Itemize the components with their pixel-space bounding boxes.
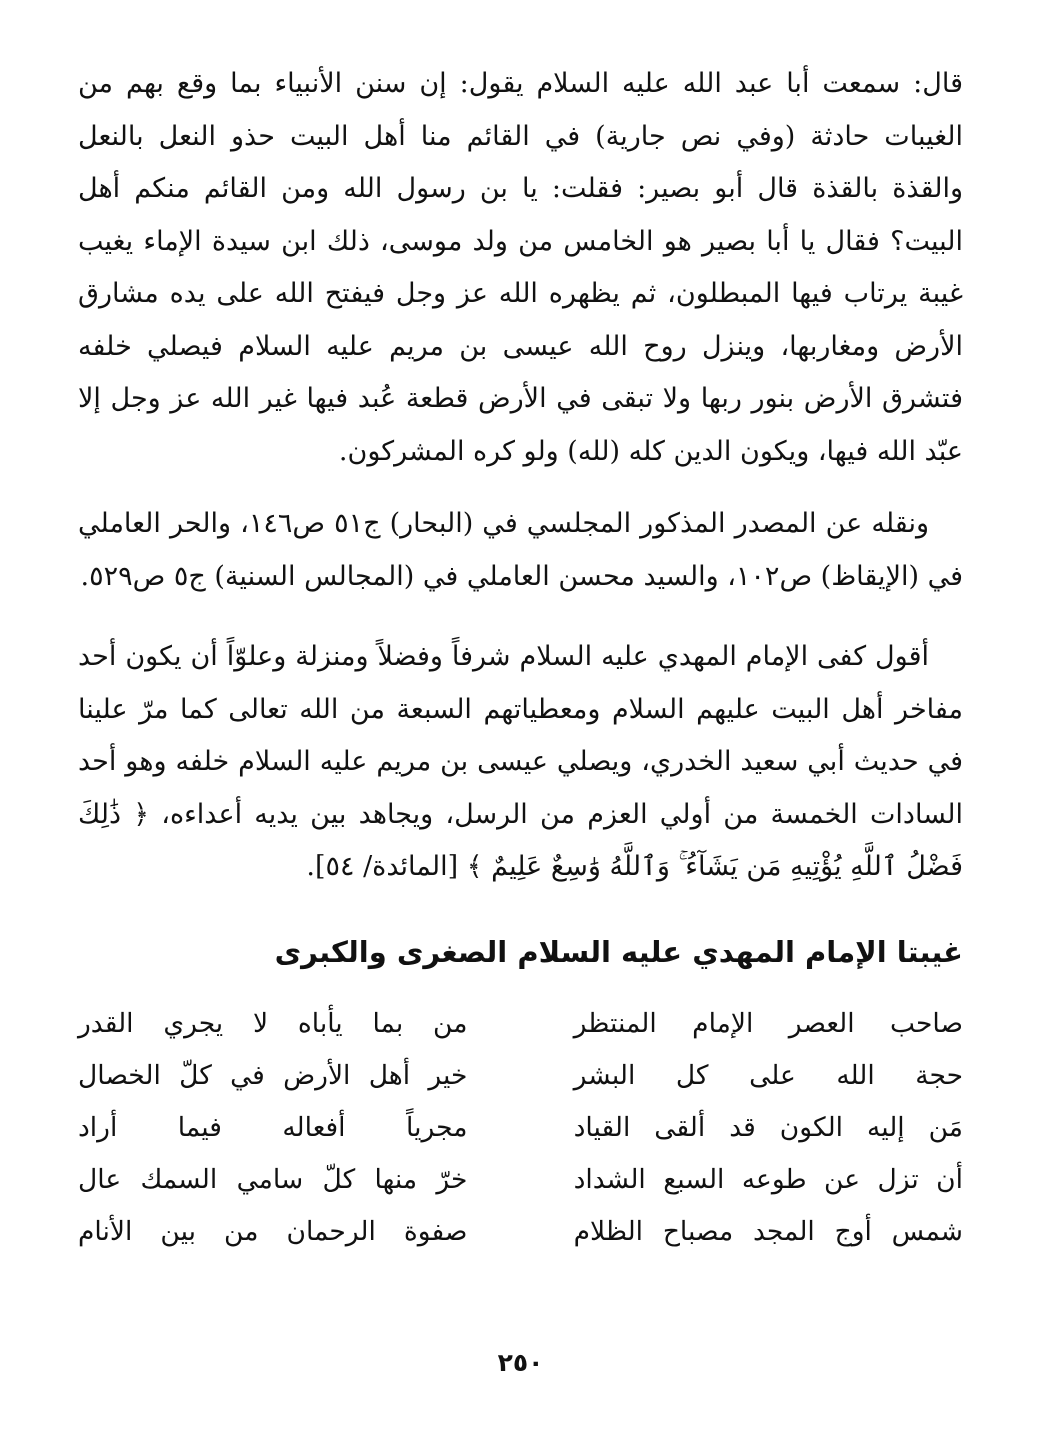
poem-first-hemistich: حجة الله على كل البشر	[573, 1060, 963, 1091]
poem-second-hemistich: مجرياً أفعاله فيما أراد	[78, 1112, 468, 1143]
poem-second-hemistich: خير أهل الأرض في كلّ الخصال	[78, 1060, 468, 1091]
poem-first-hemistich: شمس أوج المجد مصباح الظلام	[573, 1216, 963, 1247]
poem-first-hemistich: مَن إليه الكون قد ألقى القياد	[573, 1112, 963, 1143]
poem-verse	[78, 1102, 963, 1154]
poem-verse	[78, 1050, 963, 1102]
poem-first-hemistich: صاحب العصر الإمام المنتظر	[573, 1008, 963, 1039]
page-number: ٢٥٠	[497, 1348, 544, 1377]
poem-verse	[78, 1154, 963, 1206]
paragraph-commentary: أقول كفى الإمام المهدي عليه السلام شرفاً وفضلاً ومنزلة وعلوّاً أن يكون أحد مفاخر أهل البيت عليهم السلام ومعطياتهم السبعة من الله تعالى كما مرّ علينا في حديث أبي سعيد الخدري، ويصلي عيسى بن مريم عليه السلام خلفه وهو أحد السادات الخمسة من أولي العزم من الرسل، ويجاهد بين يديه أعداءه، ﴿ ذَٰلِكَ فَضْلُ ٱللَّهِ يُؤْتِيهِ مَن يَشَآءُ ۚ وَٱللَّهُ وَٰسِعٌ عَلِيمٌ ﴾ [المائدة/ ٥٤].	[78, 641, 963, 882]
poem	[78, 998, 963, 1258]
paragraph-hadith: قال: سمعت أبا عبد الله عليه السلام يقول: إن سنن الأنبياء بما وقع بهم من الغيبات حادثة (وفي نص جارية) في القائم منا أهل البيت حذو النعل بالنعل والقذة بالقذة قال أبو بصير: فقلت: يا بن رسول الله ومن القائم منكم أهل البيت؟ فقال يا أبا بصير هو الخامس من ولد موسى، ذلك ابن سيدة الإماء يغيب غيبة يرتاب فيها المبطلون، ثم يظهره الله عز وجل فيفتح الله على يده مشارق الأرض ومغاربها، وينزل روح الله عيسى بن مريم عليه السلام فيصلي خلفه فتشرق الأرض بنور ربها ولا تبقى في الأرض قطعة عُبد فيها غير الله عز وجل إلا عبّد الله فيها، ويكون الدين كله (لله) ولو كره المشركون.	[78, 68, 963, 467]
poem-verse	[78, 1206, 963, 1258]
page-body	[78, 58, 963, 1450]
section-heading: غيبتا الإمام المهدي عليه السلام الصغرى والكبرى	[274, 934, 963, 969]
poem-first-hemistich: أن تزل عن طوعه السبع الشداد	[573, 1164, 963, 1195]
poem-second-hemistich: خرّ منها كلّ سامي السمك عال	[78, 1164, 468, 1195]
paragraph-sources: ونقله عن المصدر المذكور المجلسي في (البحار) ج٥١ ص١٤٦، والحر العاملي في (الإيقاظ) ص١٠٢، والسيد محسن العاملي في (المجالس السنية) ج٥ ص٥٢٩.	[78, 508, 963, 592]
poem-second-hemistich: من بما يأباه لا يجري القدر	[78, 1008, 468, 1039]
poem-second-hemistich: صفوة الرحمان من بين الأنام	[78, 1216, 468, 1247]
poem-verse	[78, 998, 963, 1050]
